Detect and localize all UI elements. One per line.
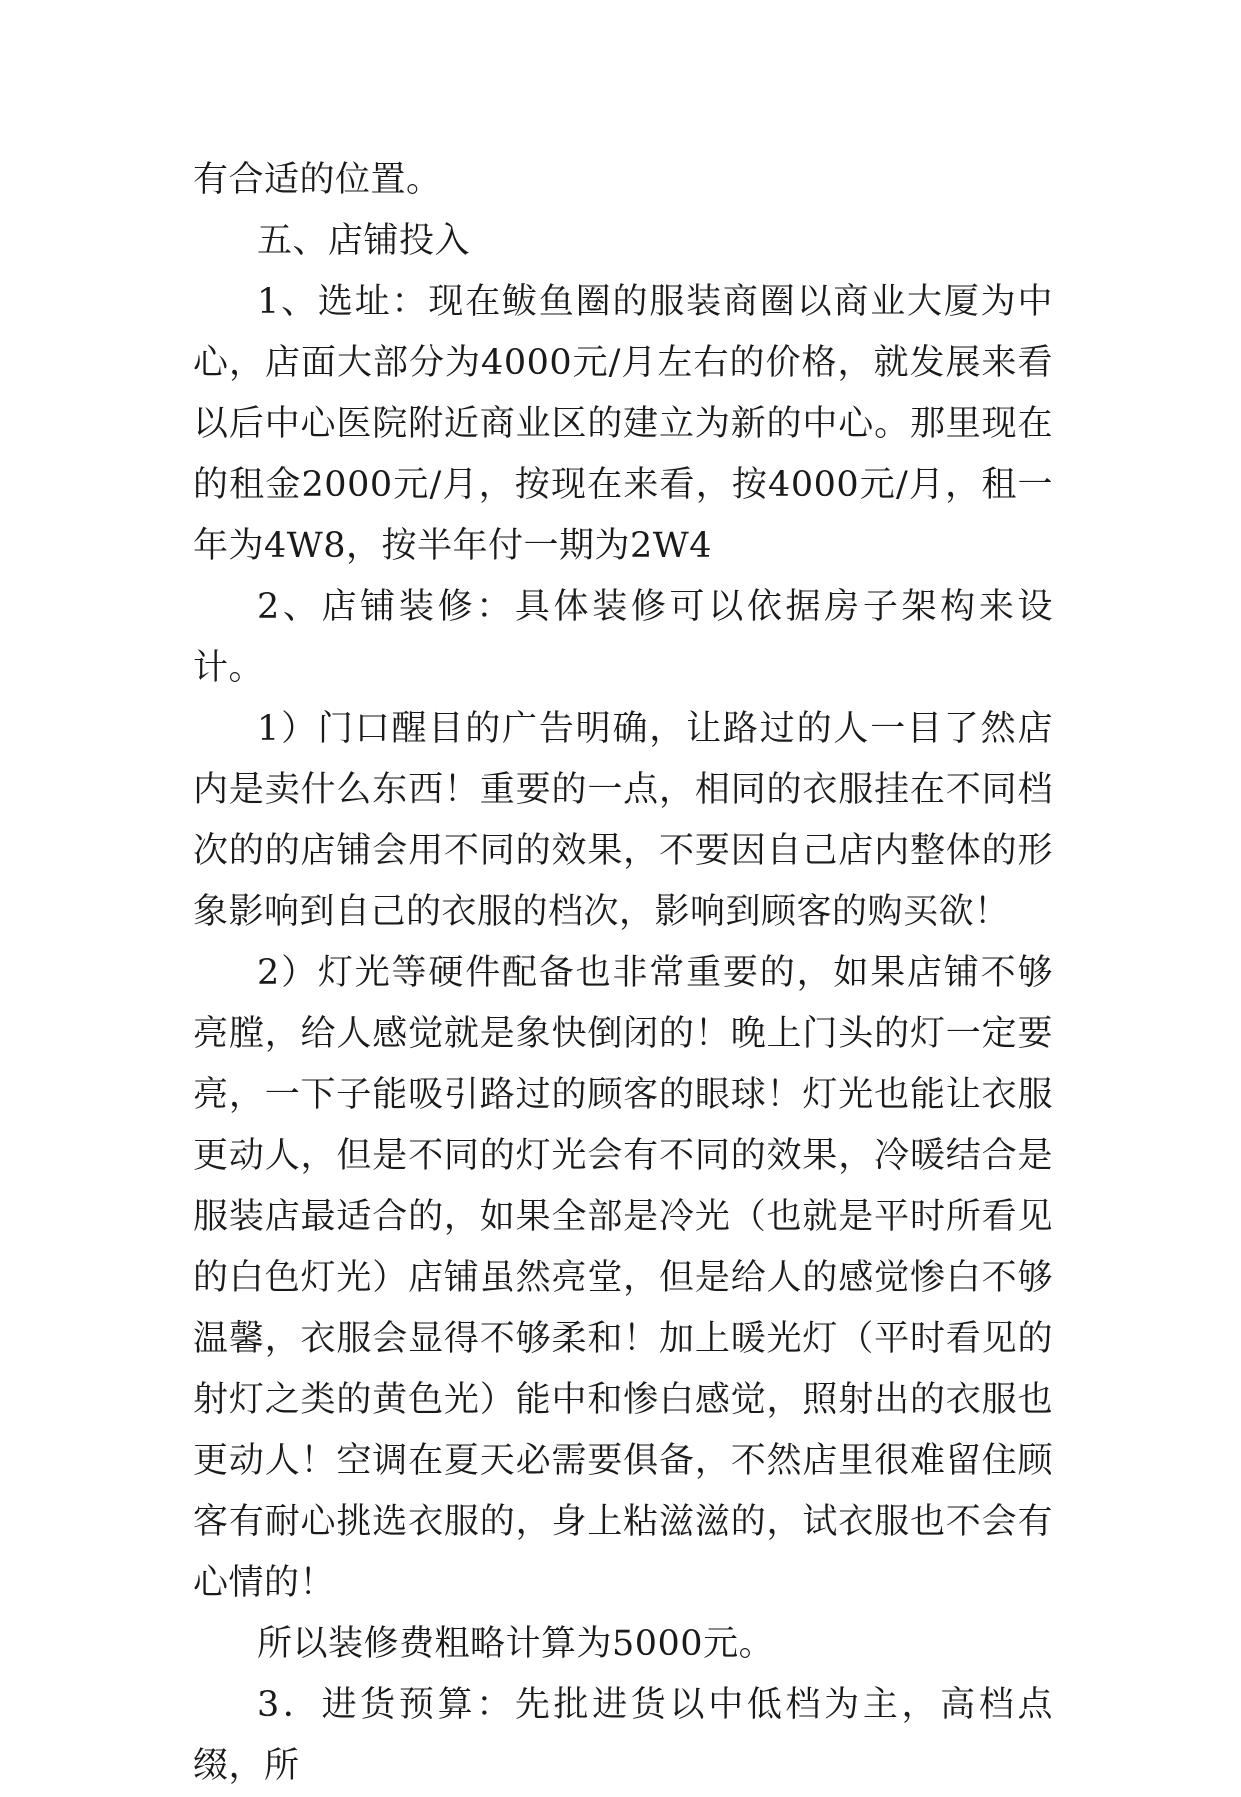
paragraph-store-decoration: 2、店铺装修：具体装修可以依据房子架构来设计。 — [193, 587, 1053, 688]
paragraph-lighting-hardware: 2）灯光等硬件配备也非常重要的，如果店铺不够亮膛，给人感觉就是象快倒闭的！晚上门头的灯一定要亮，一下子能吸引路过的顾客的眼球！灯光也能让衣服更动人，但是不同的灯光会有不同的效果，冷暖结合是服装店最适合的，如果全部是冷光（也就是平时所看见的白色灯光）店铺虽然亮堂，但是给人的感觉惨白不够温馨，衣服会显得不够柔和！加上暖光灯（平时看见的射灯之类的黄色光）能中和惨白感觉，照射出的衣服也更动人！空调在夏天必需要俱备，不然店里很难留住顾客有耐心挑选衣服的，身上粘滋滋的，试衣服也不会有心情的！ — [193, 953, 1053, 1603]
paragraph-entrance-advertising: 1）门口醒目的广告明确，让路过的人一目了然店内是卖什么东西！重要的一点，相同的衣服挂在不同档次的的店铺会用不同的效果，不要因自己店内整体的形象影响到自己的衣服的档次，影响到顾客的购买欲！ — [193, 709, 1053, 932]
paragraph-decoration-cost: 所以装修费粗略计算为5000元。 — [257, 1624, 775, 1664]
section-heading-store-investment: 五、店铺投入 — [257, 221, 471, 261]
paragraph-purchase-budget: 3．进货预算：先批进货以中低档为主，高档点缀，所 — [193, 1685, 1053, 1786]
paragraph-continuation: 有合适的位置。 — [193, 160, 442, 200]
paragraph-site-selection: 1、选址：现在鲅鱼圈的服装商圈以商业大厦为中心，店面大部分为4000元/月左右的价格，就发展来看以后中心医院附近商业区的建立为新的中心。那里现在的租金2000元/月，按现在来看，按4000元/月，租一年为4W8，按半年付一期为2W4 — [193, 282, 1053, 566]
body-text — [193, 150, 1053, 1797]
